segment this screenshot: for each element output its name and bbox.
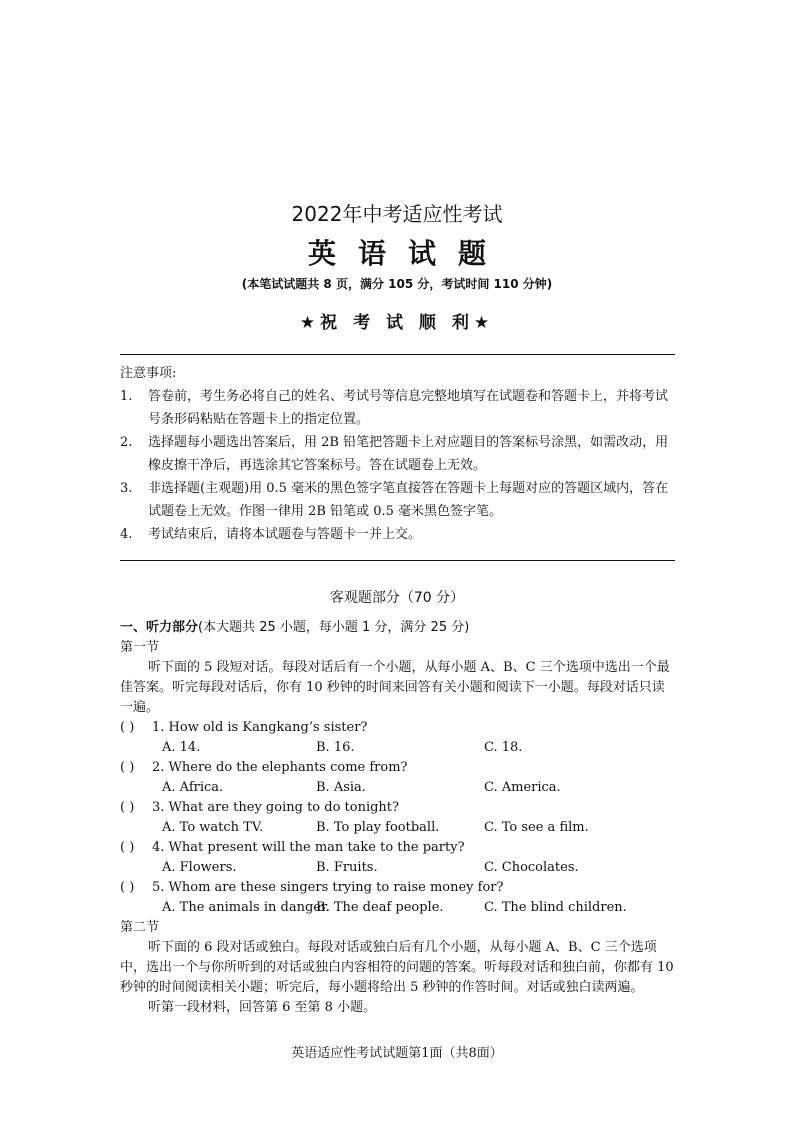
note-number: 4.	[120, 527, 133, 542]
exam-info: (本笔试试题共 8 页，满分 105 分，考试时间 110 分钟)	[241, 277, 553, 291]
blessing-line: ★祝 考 试 顺 利★	[299, 313, 495, 333]
option-c: C. Chocolates.	[484, 860, 579, 875]
part-name: 一、听力部分	[120, 620, 199, 635]
option-a: A. Africa.	[162, 780, 224, 795]
note-item	[120, 385, 676, 431]
answer-blank[interactable]: ( )	[120, 840, 135, 855]
note-item	[120, 477, 676, 523]
divider-bottom	[120, 560, 675, 561]
option-c: C. 18.	[484, 740, 523, 755]
options-row	[120, 858, 676, 878]
instructions-2: 听下面的 6 段对话或独白。每段对话或独白后有几个小题，从每小题 A、B、C 三个选项中，选出一个与你所听到的对话或独白内容相符的问题的答案。听每段对话和独白前，你都有 10 秒钟的时间阅读相关小题；听完后，每小题将给出 5 秒钟的作答时间。对话或独白读两遍。	[120, 940, 674, 995]
options-row	[120, 818, 676, 838]
answer-blank[interactable]: ( )	[120, 720, 135, 735]
instructions-3: 听第一段材料，回答第 6 至第 8 小题。	[148, 1000, 377, 1015]
option-b: B. The deaf people.	[316, 900, 444, 915]
note-number: 1.	[120, 389, 133, 404]
section-heading: 客观题部分（70 分）	[329, 590, 465, 606]
listening-section	[120, 618, 676, 1018]
answer-blank[interactable]: ( )	[120, 800, 135, 815]
question	[120, 758, 676, 778]
option-a: A. The animals in danger.	[162, 900, 330, 915]
note-text: 非选择题(主观题)用 0.5 毫米的黑色签字笔直接答在答题卡上每题对应的答题区域内，答在试题卷上无效。作图一律用 2B 铅笔或 0.5 毫米黑色签字笔。	[148, 481, 669, 519]
question	[120, 878, 676, 898]
question	[120, 718, 676, 738]
note-number: 3.	[120, 481, 133, 496]
note-text: 选择题每小题选出答案后，用 2B 铅笔把答题卡上对应题目的答案标号涂黑，如需改动，用橡皮擦干净后，再选涂其它答案标号。答在试题卷上无效。	[148, 435, 669, 473]
page-footer: 英语适应性考试试题第1面（共8面）	[291, 1046, 503, 1061]
question-stem: 2. Where do the elephants come from?	[152, 760, 408, 775]
question-stem: 3. What are they going to do tonight?	[152, 800, 399, 815]
options-row	[120, 778, 676, 798]
option-c: C. To see a film.	[484, 820, 589, 835]
note-text: 考试结束后，请将本试题卷与答题卡一并上交。	[148, 527, 422, 542]
option-b: B. Asia.	[316, 780, 366, 795]
option-b: B. 16.	[316, 740, 355, 755]
question	[120, 798, 676, 818]
answer-blank[interactable]: ( )	[120, 880, 135, 895]
question-stem: 4. What present will the man take to the party?	[152, 840, 465, 855]
part-description: (本大题共 25 小题，每小题 1 分，满分 25 分)	[198, 620, 470, 635]
note-number: 2.	[120, 435, 133, 450]
subsection-1-label: 第一节	[120, 640, 160, 655]
notes-block	[120, 362, 676, 546]
instructions-1: 听下面的 5 段短对话。每段对话后有一个小题，从每小题 A、B、C 三个选项中选出一个最佳答案。听完每段对话后，你有 10 秒钟的时间来回答有关小题和阅读下一小题。每段对话只读一遍。	[120, 660, 670, 715]
question-stem: 5. Whom are these singers trying to raise money for?	[152, 880, 504, 895]
option-b: B. To play football.	[316, 820, 440, 835]
note-item	[120, 523, 676, 546]
exam-title: 2022年中考适应性考试	[291, 202, 503, 226]
notes-title: 注意事项:	[120, 366, 177, 381]
option-a: A. 14.	[162, 740, 201, 755]
options-row	[120, 738, 676, 758]
subsection-2-label: 第二节	[120, 920, 160, 935]
option-a: A. Flowers.	[162, 860, 237, 875]
options-row	[120, 898, 676, 918]
question-stem: 1. How old is Kangkang’s sister?	[152, 720, 368, 735]
answer-blank[interactable]: ( )	[120, 760, 135, 775]
divider-top	[120, 354, 675, 355]
option-c: C. The blind children.	[484, 900, 627, 915]
note-item	[120, 431, 676, 477]
part-title	[120, 618, 676, 638]
option-c: C. America.	[484, 780, 561, 795]
option-a: A. To watch TV.	[162, 820, 264, 835]
notes-list	[120, 385, 676, 546]
option-b: B. Fruits.	[316, 860, 378, 875]
question	[120, 838, 676, 858]
note-text: 答卷前，考生务必将自己的姓名、考试号等信息完整地填写在试题卷和答题卡上，并将考试号条形码粘贴在答题卡上的指定位置。	[148, 389, 669, 427]
subject-title: 英语试题	[307, 237, 508, 270]
